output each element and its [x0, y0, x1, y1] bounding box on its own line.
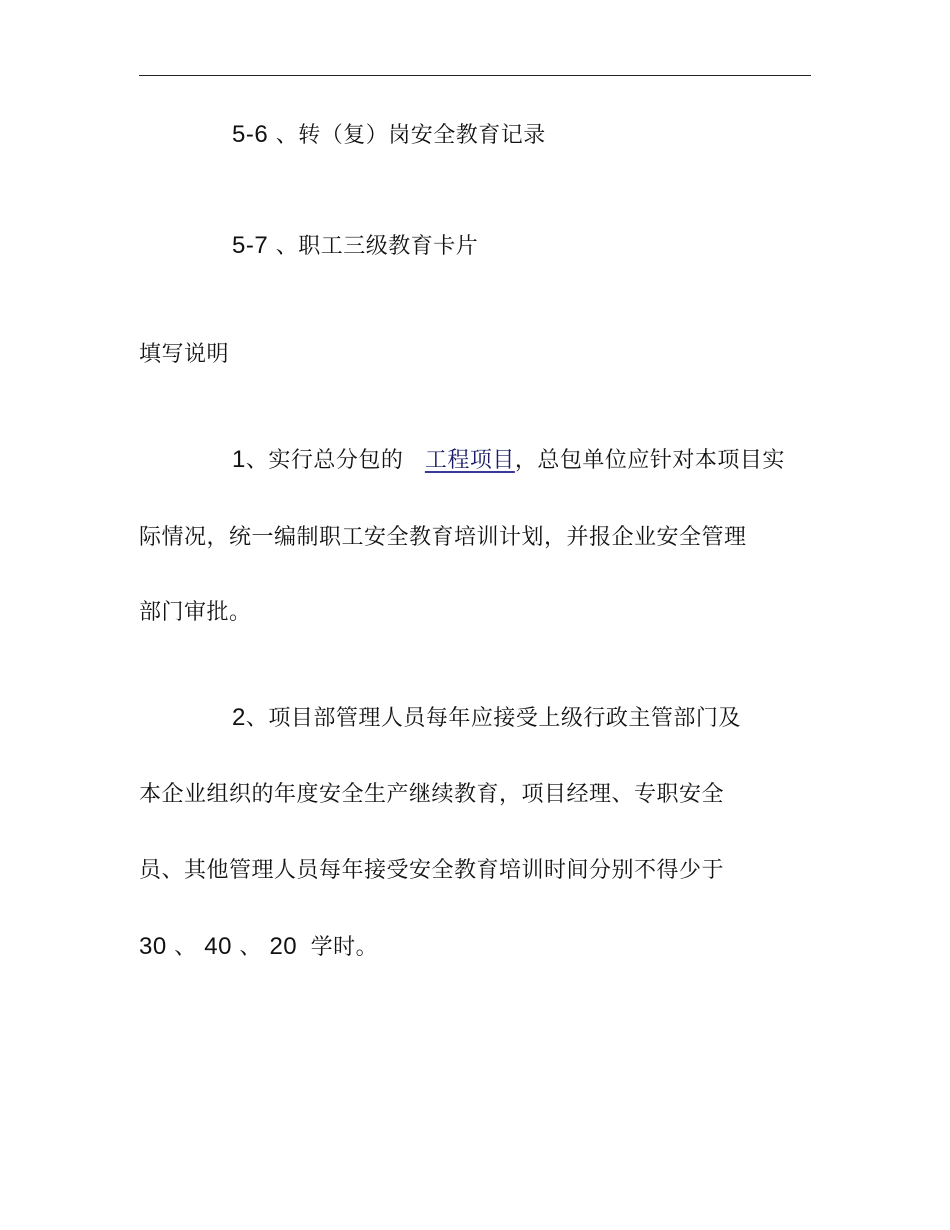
toc-item-text: 、转（复）岗安全教育记录: [275, 123, 546, 148]
toc-item-number: 5-6: [232, 121, 269, 148]
paragraph-2-line-2: 本企业组织的年度安全生产继续教育，项目经理、专职安全: [139, 782, 725, 807]
paragraph-2-line-4: [139, 932, 378, 963]
paragraph-text: ，总包单位应针对本项目实: [514, 448, 785, 473]
toc-item-5-7: [232, 231, 478, 262]
hours-value-safety-officer: 40: [204, 933, 232, 960]
paragraph-text: 、项目部管理人员每年应接受上级行政主管部门及: [245, 706, 741, 731]
paragraph-text: 、实行总分包的: [245, 448, 404, 473]
toc-item-5-6: [232, 120, 546, 151]
hours-value-manager: 30: [139, 933, 167, 960]
paragraph-number: 2: [232, 704, 246, 731]
hours-unit-text: 学时。: [310, 935, 379, 960]
header-rule: [139, 75, 811, 76]
paragraph-1-line-3: 部门审批。: [139, 600, 252, 625]
separator: 、: [174, 935, 197, 960]
separator: 、: [239, 935, 262, 960]
hours-value-other-staff: 20: [269, 933, 298, 960]
section-heading: 填写说明: [139, 342, 230, 367]
paragraph-number: 1: [232, 446, 246, 473]
project-link[interactable]: 工程项目: [424, 448, 515, 473]
paragraph-1-line-2: 际情况，统一编制职工安全教育培训计划，并报企业安全管理: [139, 525, 747, 550]
paragraph-1-line-1: [232, 445, 785, 476]
toc-item-number: 5-7: [232, 232, 269, 259]
paragraph-2-line-3: 员、其他管理人员每年接受安全教育培训时间分别不得少于: [139, 858, 725, 883]
toc-item-text: 、职工三级教育卡片: [275, 234, 479, 259]
paragraph-2-line-1: [232, 703, 741, 734]
